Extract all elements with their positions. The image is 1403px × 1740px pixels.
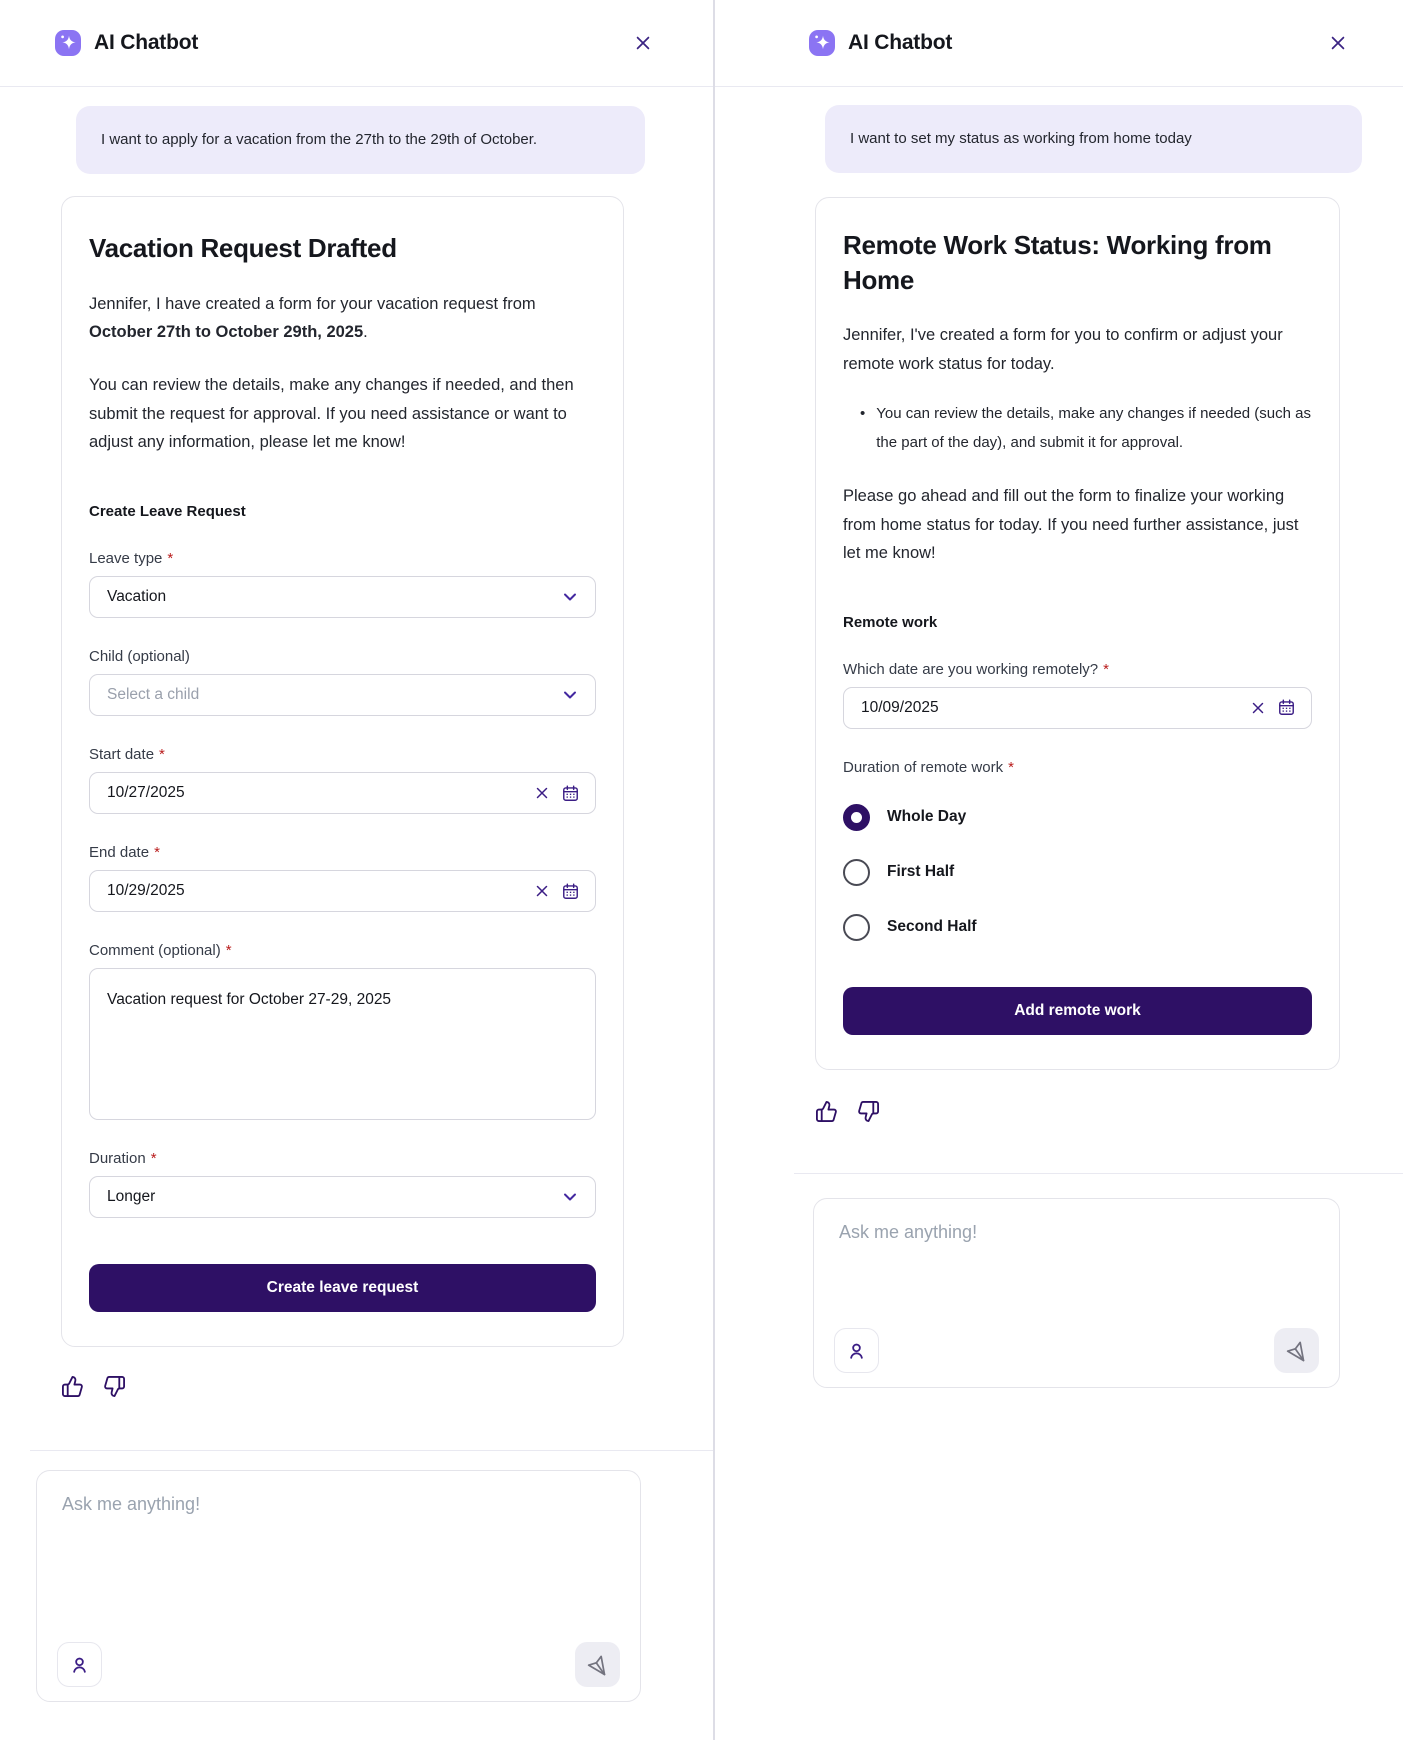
card-body: Please go ahead and fill out the form to finalize your working from home status for today. If you need further assistance, just let me know! bbox=[843, 486, 1299, 563]
send-icon bbox=[586, 1653, 609, 1676]
clear-date-icon[interactable] bbox=[533, 784, 551, 802]
end-date-label: End date * bbox=[89, 844, 160, 862]
calendar-icon[interactable] bbox=[561, 784, 580, 803]
user-icon bbox=[68, 1653, 91, 1676]
remote-duration-field bbox=[843, 759, 1312, 941]
thumbs-down-icon[interactable] bbox=[857, 1100, 880, 1123]
start-date-label: Start date * bbox=[89, 746, 165, 764]
card-title: Remote Work Status: Working from Home bbox=[843, 230, 1272, 295]
leave-type-label: Leave type * bbox=[89, 550, 174, 568]
send-button[interactable] bbox=[575, 1642, 620, 1687]
send-icon bbox=[1285, 1339, 1308, 1362]
card-title: Vacation Request Drafted bbox=[89, 233, 397, 264]
close-icon[interactable] bbox=[1328, 33, 1348, 53]
date-range-bold: October 27th to October 29th, 2025 bbox=[89, 323, 364, 342]
child-select[interactable]: Select a child bbox=[89, 674, 596, 716]
page-title: AI Chatbot bbox=[94, 31, 199, 54]
chevron-down-icon bbox=[560, 587, 580, 607]
start-date-field bbox=[89, 746, 596, 814]
chat-composer bbox=[813, 1198, 1340, 1388]
user-message-bubble: I want to apply for a vacation from the 27th to the 29th of October. bbox=[76, 106, 645, 174]
child-field bbox=[89, 648, 596, 716]
feedback-row bbox=[815, 1100, 1403, 1123]
chat-header bbox=[715, 0, 1403, 87]
page-title: AI Chatbot bbox=[848, 31, 953, 54]
composer-actions bbox=[57, 1642, 620, 1687]
child-label: Child (optional) bbox=[89, 648, 190, 666]
user-avatar-button[interactable] bbox=[834, 1328, 879, 1373]
thumbs-down-icon[interactable] bbox=[103, 1375, 126, 1398]
remote-duration-label: Duration of remote work * bbox=[843, 758, 1014, 776]
duration-label: Duration * bbox=[89, 1150, 157, 1168]
radio-option-whole-day[interactable]: Whole Day bbox=[843, 804, 1312, 831]
chat-panel-remote-work bbox=[715, 0, 1403, 1740]
chat-input[interactable] bbox=[37, 1471, 640, 1567]
radio-option-second-half[interactable]: Second Half bbox=[843, 914, 1312, 941]
composer-divider bbox=[30, 1450, 713, 1451]
user-message-row bbox=[825, 105, 1362, 173]
composer-actions bbox=[834, 1328, 1319, 1373]
form-title: Create Leave Request bbox=[89, 503, 246, 521]
user-avatar-button[interactable] bbox=[57, 1642, 102, 1687]
card-intro: Jennifer, I have created a form for your vacation request from October 27th to October 29th, 2025. bbox=[89, 294, 536, 342]
ai-chatbot-logo-icon bbox=[55, 30, 81, 56]
radio-unselected-icon bbox=[843, 914, 870, 941]
required-asterisk: * bbox=[1103, 660, 1109, 678]
required-asterisk: * bbox=[1008, 758, 1014, 776]
end-date-input[interactable]: 10/29/2025 bbox=[89, 870, 596, 912]
comment-field bbox=[89, 942, 596, 1120]
duration-field bbox=[89, 1150, 596, 1218]
clear-date-icon[interactable] bbox=[533, 882, 551, 900]
start-date-input[interactable]: 10/27/2025 bbox=[89, 772, 596, 814]
required-asterisk: * bbox=[150, 1150, 157, 1168]
leave-type-field bbox=[89, 550, 596, 618]
end-date-field bbox=[89, 844, 596, 912]
ai-chatbot-logo-icon bbox=[809, 30, 835, 56]
composer-divider bbox=[794, 1173, 1403, 1174]
add-remote-work-button[interactable]: Add remote work bbox=[843, 987, 1312, 1035]
required-asterisk: * bbox=[167, 550, 174, 568]
user-message-bubble: I want to set my status as working from home today bbox=[825, 105, 1362, 173]
user-icon bbox=[845, 1339, 868, 1362]
chat-header bbox=[0, 0, 713, 87]
leave-type-select[interactable]: Vacation bbox=[89, 576, 596, 618]
feedback-row bbox=[61, 1375, 713, 1398]
required-asterisk: * bbox=[225, 942, 232, 960]
remote-date-input[interactable]: 10/09/2025 bbox=[843, 687, 1312, 729]
card-intro: Jennifer, I've created a form for you to confirm or adjust your remote work status for today. bbox=[843, 325, 1283, 373]
comment-label: Comment (optional) * bbox=[89, 942, 232, 960]
bullet-glyph: • bbox=[860, 405, 866, 423]
chat-input[interactable] bbox=[814, 1199, 1339, 1295]
required-asterisk: * bbox=[154, 844, 160, 862]
chevron-down-icon bbox=[560, 685, 580, 705]
card-bullet-item: • You can review the details, make any changes if needed (such as the part of the day), and submit it for approval. bbox=[843, 400, 1312, 458]
chat-composer bbox=[36, 1470, 641, 1702]
form-title: Remote work bbox=[843, 613, 938, 631]
create-leave-request-button[interactable]: Create leave request bbox=[89, 1264, 596, 1312]
remote-date-field bbox=[843, 661, 1312, 729]
calendar-icon[interactable] bbox=[561, 882, 580, 901]
thumbs-up-icon[interactable] bbox=[61, 1375, 84, 1398]
thumbs-up-icon[interactable] bbox=[815, 1100, 838, 1123]
required-asterisk: * bbox=[159, 746, 165, 764]
assistant-card-remote-work bbox=[815, 197, 1340, 1070]
clear-date-icon[interactable] bbox=[1249, 699, 1267, 717]
radio-option-first-half[interactable]: First Half bbox=[843, 859, 1312, 886]
user-message-row bbox=[76, 106, 645, 174]
close-icon[interactable] bbox=[633, 33, 653, 53]
send-button[interactable] bbox=[1274, 1328, 1319, 1373]
calendar-icon[interactable] bbox=[1277, 698, 1296, 717]
duration-select[interactable]: Longer bbox=[89, 1176, 596, 1218]
comment-textarea[interactable] bbox=[89, 968, 596, 1120]
chevron-down-icon bbox=[560, 1187, 580, 1207]
assistant-card-vacation bbox=[61, 196, 624, 1347]
radio-unselected-icon bbox=[843, 859, 870, 886]
remote-date-label: Which date are you working remotely? * bbox=[843, 660, 1109, 678]
radio-selected-icon bbox=[843, 804, 870, 831]
card-body: You can review the details, make any changes if needed, and then submit the request for approval. If you need assistance or want to adjust any information, please let me know! bbox=[89, 375, 574, 452]
